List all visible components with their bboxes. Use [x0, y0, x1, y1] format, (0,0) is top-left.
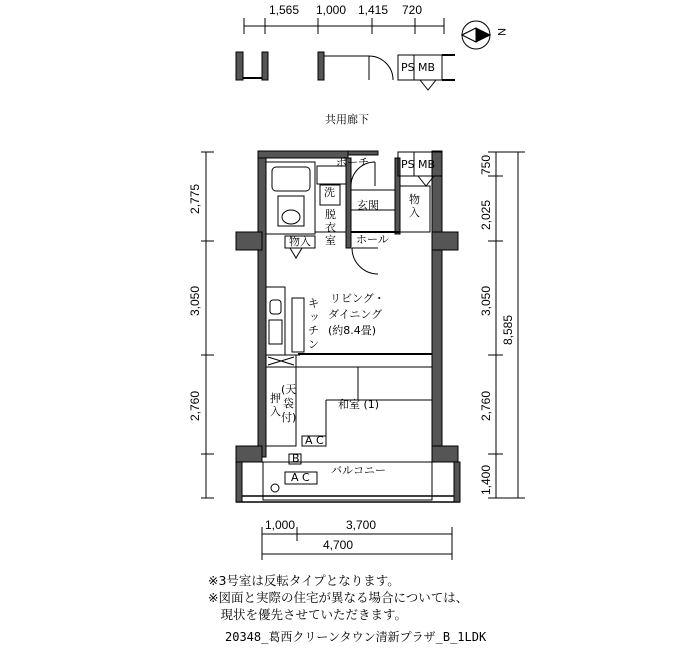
- label-storage-1: 物: [409, 193, 420, 206]
- label-oshiire-2: 入: [270, 405, 281, 418]
- label-hall: ホール: [356, 233, 389, 246]
- dim-right-1: 750: [479, 154, 493, 175]
- label-ac-balcony: A C: [291, 471, 310, 484]
- label-b: B: [292, 452, 300, 465]
- label-dressing-1: 脱: [325, 208, 336, 221]
- dim-left-3: 2,760: [188, 390, 202, 421]
- label-mb: MB: [418, 158, 436, 171]
- dim-right-total: 8,585: [501, 314, 515, 345]
- label-living-3: (約8.4畳): [328, 324, 377, 337]
- dim-right-2: 2,025: [479, 199, 493, 230]
- compass-label: N: [495, 28, 507, 36]
- dim-bottom-1: 1,000: [265, 518, 296, 532]
- note-line-2: ※図面と実際の住宅が異なる場合については、: [208, 590, 469, 605]
- dim-bottom-2: 3,700: [346, 518, 377, 532]
- label-washitsu: 和室 (1): [338, 398, 380, 411]
- dim-right-5: 1,400: [479, 464, 493, 495]
- label-ac-room: A C: [305, 434, 324, 447]
- dim-lines-left: [201, 152, 214, 498]
- label-tenbukuro-1: (天: [281, 383, 297, 396]
- label-tenbukuro-2: 袋: [283, 397, 294, 410]
- label-corridor: 共用廊下: [325, 113, 369, 126]
- label-dressing-2: 衣: [325, 221, 336, 234]
- label-kitchen-1: キ: [308, 297, 319, 310]
- compass-icon: [462, 21, 490, 49]
- label-kitchen-4: ン: [308, 338, 319, 351]
- dim-left-1: 2,775: [188, 183, 202, 214]
- label-ps-top: PS: [401, 61, 415, 74]
- label-wash: 洗: [324, 186, 335, 199]
- dim-top-3: 1,415: [358, 3, 389, 17]
- label-living-1: リビング・: [330, 292, 385, 305]
- plan-caption: 20348_葛西クリーンタウン清新プラザ_B_1LDK: [225, 630, 487, 644]
- dim-right-3: 3,050: [479, 285, 493, 316]
- label-ps: PS: [401, 158, 415, 171]
- label-porch: ポーチ: [336, 156, 369, 169]
- label-kitchen-3: チ: [308, 324, 319, 337]
- corridor-strip: [236, 18, 455, 90]
- label-entrance: 玄関: [357, 199, 379, 212]
- label-oshiire-1: 押: [270, 392, 281, 405]
- label-living-2: ダイニング: [328, 308, 383, 321]
- dim-top-4: 720: [402, 3, 423, 17]
- dim-top-2: 1,000: [316, 3, 347, 17]
- label-balcony: バルコニー: [331, 464, 386, 477]
- label-tenbukuro-3: 付): [281, 411, 297, 424]
- label-dressing-3: 室: [325, 234, 336, 247]
- dim-right-4: 2,760: [479, 390, 493, 421]
- dim-bottom-total: 4,700: [323, 538, 354, 552]
- note-line-1: ※3号室は反転タイプとなります。: [208, 573, 400, 588]
- dim-left-2: 3,050: [188, 285, 202, 316]
- label-mb-top: MB: [418, 61, 436, 74]
- note-line-3: 現状を優先させていただきます。: [208, 607, 408, 622]
- dim-top-1: 1,565: [269, 3, 300, 17]
- label-kitchen-2: ッ: [309, 310, 320, 323]
- label-storage-2: 入: [409, 206, 420, 219]
- label-storage-small: 物入: [289, 235, 311, 248]
- balcony: [236, 454, 460, 502]
